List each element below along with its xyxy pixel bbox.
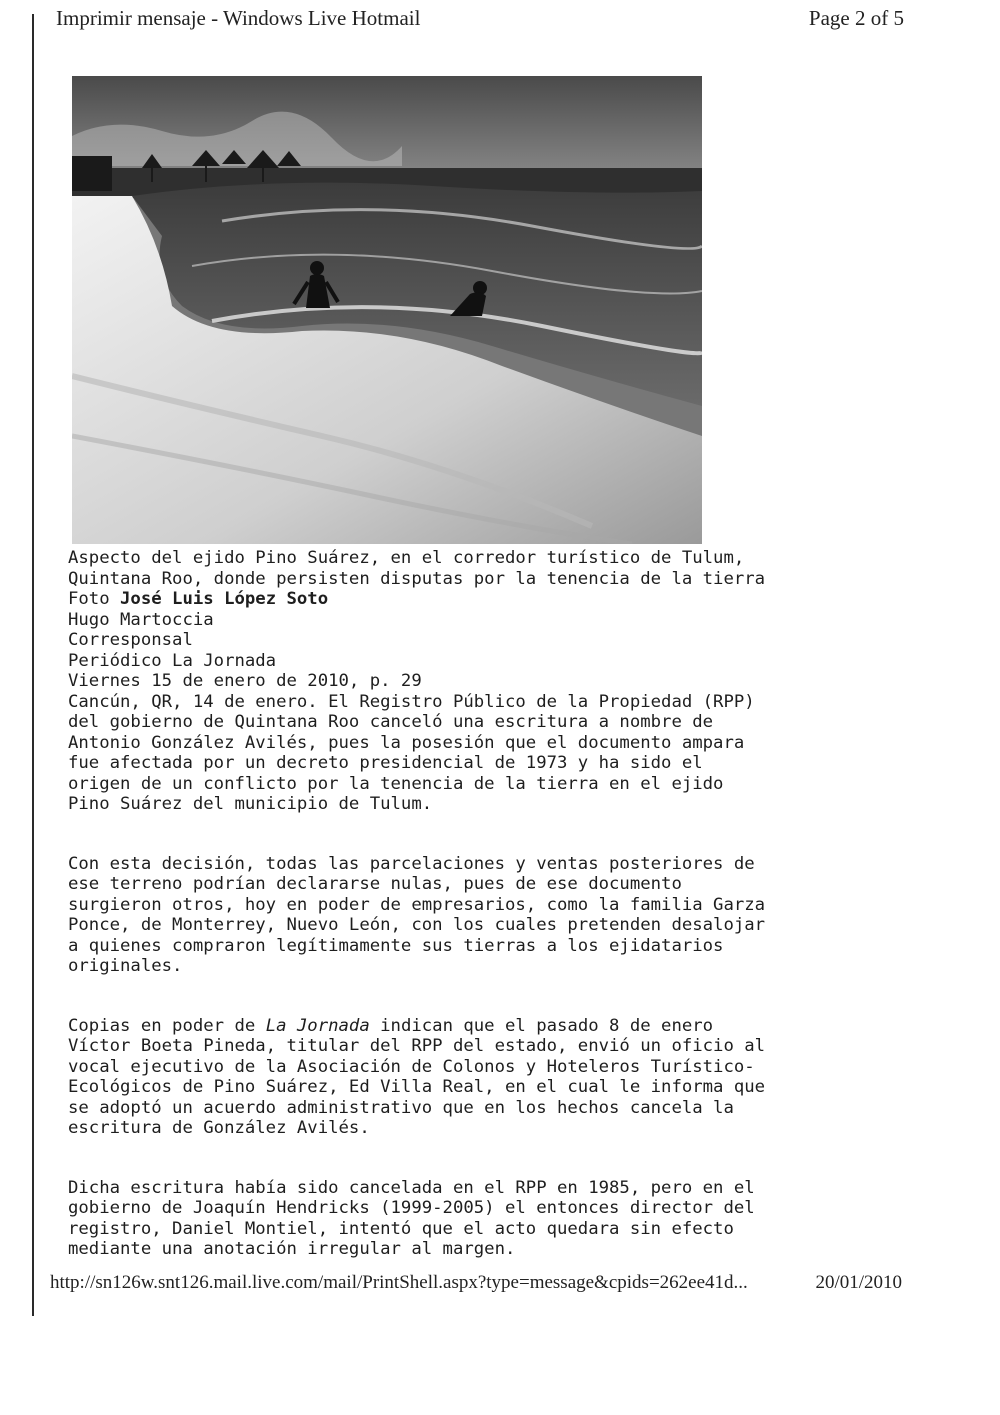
photo-caption-line-2: Quintana Roo, donde persisten disputas por la tenencia de la tierra [68, 568, 766, 589]
print-footer-date: 20/01/2010 [815, 1272, 902, 1293]
page-number: Page 2 of 5 [808, 6, 904, 30]
beach-photo [72, 76, 702, 544]
paragraph-3-start: Copias en poder de [68, 1015, 266, 1036]
photo-credit-name: José Luis López Soto [120, 589, 329, 609]
source-line [68, 651, 898, 672]
newspaper-name-italic: La Jornada [265, 1015, 370, 1036]
article-paragraph-4: Dicha escritura había sido cancelada en el RPP en 1985, pero en el gobierno de Joaquín Hendricks (1999-2005) el entonces director del registro, Daniel Montiel, intentó que el acto quedara sin efecto mediante una anotación irregular al margen. [68, 1177, 755, 1259]
author-name: Hugo Martoccia [68, 609, 214, 630]
author-role: Corresponsal [68, 630, 193, 650]
article-paragraph-2: Con esta decisión, todas las parcelaciones y ventas posteriores de ese terreno podrían declararse nulas, pues de ese documento surgieron otros, hoy en poder de empresarios, como la familia Garza Ponce, de Monterrey, Nuevo León, con los cuales pretenden desalojar a quienes compraron legítimamente sus tierras a los ejidatarios originales. [68, 853, 766, 976]
photo-credit-line [68, 589, 898, 610]
article-paragraph-3 [68, 1016, 898, 1139]
photo-credit-prefix: Foto [68, 589, 121, 609]
article-body [68, 548, 898, 1260]
source-name: La Jornada [172, 650, 277, 671]
photo-caption-line-1: Aspecto del ejido Pino Suárez, en el corredor turístico de Tulum, [68, 548, 745, 568]
source-prefix: Periódico [68, 650, 173, 671]
paragraph-3-rest: indican que el pasado 8 de enero Víctor Boeta Pineda, titular del RPP del estado, envió un oficio al vocal ejecutivo de la Asociación de Colonos y Hoteleros Turístico- Ecológicos de Pino Suárez, Ed Villa Real, en el cual le informa que se adoptó un acuerdo administrativo que en los hechos cancela la escritura de González Avilés. [68, 1015, 766, 1138]
print-header-title: Imprimir mensaje - Windows Live Hotmail [56, 6, 421, 30]
print-footer-url: http://sn126w.snt126.mail.live.com/mail/PrintShell.aspx?type=message&cpids=262ee41d... [50, 1272, 748, 1293]
article-paragraph-1: Cancún, QR, 14 de enero. El Registro Público de la Propiedad (RPP) del gobierno de Quintana Roo canceló una escritura a nombre de Antonio González Avilés, pues la posesión que el documento ampara fue afectada por un decreto presidencial de 1973 y ha sido el origen de un conflicto por la tenencia de la tierra en el ejido Pino Suárez del municipio de Tulum. [68, 691, 755, 814]
page-left-border [32, 14, 34, 1316]
article-date: Viernes 15 de enero de 2010, p. 29 [68, 671, 422, 691]
